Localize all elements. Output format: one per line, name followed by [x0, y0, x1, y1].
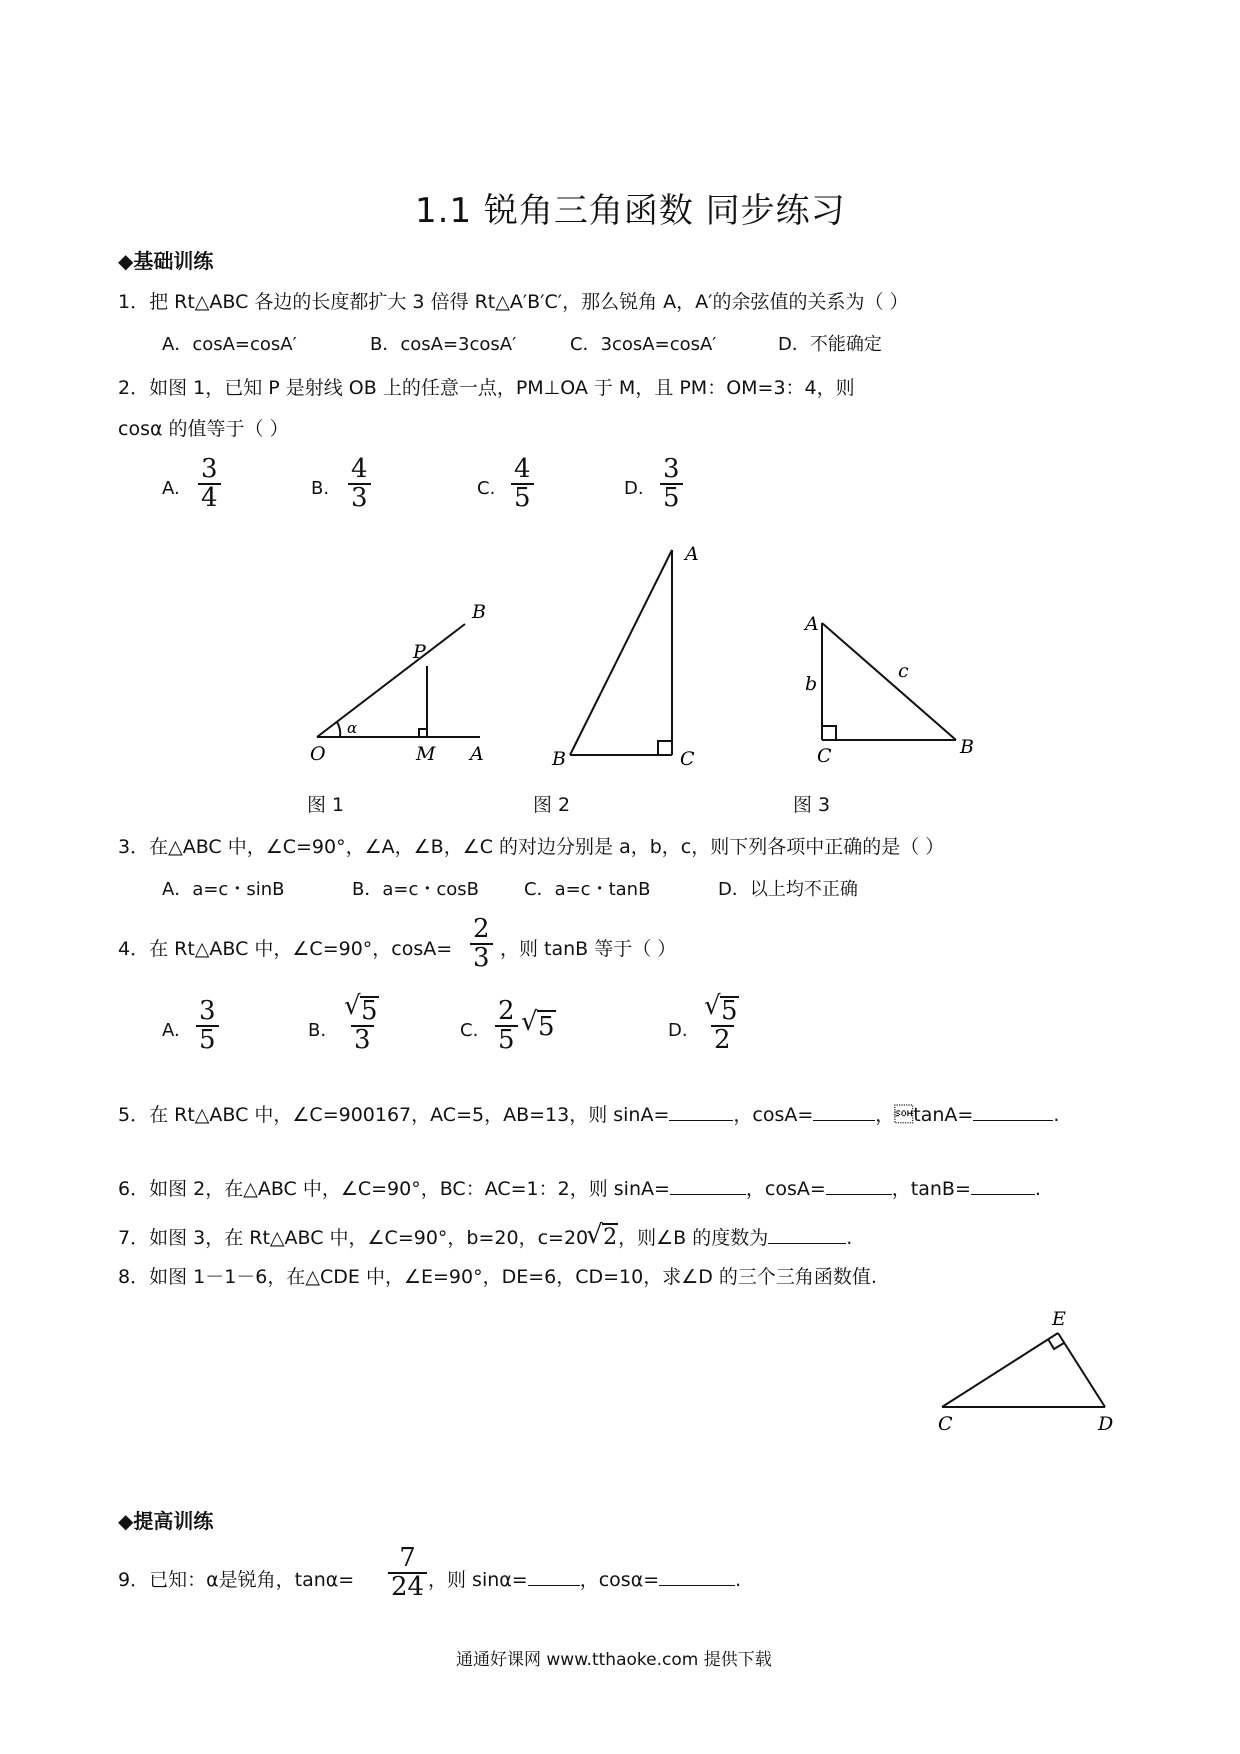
fig1-label-M: M [416, 743, 436, 765]
question-5 [118, 1100, 1059, 1127]
fig1-label-alpha: α [347, 719, 358, 737]
fraction-denominator: 4 [198, 483, 221, 512]
fig3-label-C: C [817, 745, 832, 767]
q6-text-4: . [1034, 1178, 1041, 1200]
q4-cosa-fraction [470, 916, 493, 973]
q4-option-b-fraction [343, 996, 382, 1055]
q5-text-4: . [1053, 1104, 1060, 1126]
q5-text-3: ，tanA= [875, 1104, 974, 1126]
fig3-label-c: c [898, 660, 909, 682]
question-6 [118, 1174, 1041, 1201]
question-1: 1．把 Rt△ABC 各边的长度都扩大 3 倍得 Rt△A′B′C′，那么锐角 A，A′的余弦值的关系为（ ） [118, 291, 909, 313]
q1-option-a: A．cosA=cosA′ [162, 334, 297, 355]
figure-2 [570, 550, 672, 755]
fraction-numerator: 4 [514, 454, 531, 484]
page-title: 1.1 锐角三角函数 同步练习 [415, 191, 846, 231]
fraction-numerator [703, 996, 742, 1025]
fraction-numerator: 7 [399, 1543, 416, 1573]
fig1-label-A: A [470, 743, 484, 765]
sqrt-symbol [588, 1223, 618, 1250]
q4-option-a-fraction [196, 998, 219, 1055]
q4-option-c-sqrt [523, 1010, 556, 1042]
q2-option-a-letter: A. [162, 478, 180, 499]
question-3: 3．在△ABC 中，∠C=90°，∠A，∠B，∠C 的对边分别是 a，b，c，则下列各项中正确的是（ ） [118, 836, 945, 858]
q4-option-d-fraction [703, 996, 742, 1055]
figure-q8 [930, 1305, 1130, 1435]
q6-blank-sin[interactable] [670, 1176, 746, 1195]
q7-blank-angle[interactable] [768, 1225, 846, 1244]
q7-text-end: . [846, 1227, 853, 1249]
question-8: 8．如图 1－1－6，在△CDE 中，∠E=90°，DE=6，CD=10，求∠D 的三个三角函数值. [118, 1266, 877, 1288]
fraction-numerator: 3 [201, 454, 218, 484]
q4-option-c-fraction [495, 998, 518, 1055]
figure-3 [822, 623, 956, 740]
q5-blank-sin[interactable] [669, 1102, 733, 1121]
q9-text-mid: ，则 sinα= [428, 1569, 528, 1591]
fig8-label-C: C [938, 1413, 953, 1435]
q1-option-d: D．不能确定 [778, 334, 882, 355]
q7-text-pre: 7．如图 3，在 Rt△ABC 中，∠C=90°，b=20，c=20 [118, 1227, 589, 1249]
q2-option-c-letter: C. [477, 478, 496, 499]
q2-option-c-fraction [511, 456, 534, 513]
radicand: 2 [603, 1225, 618, 1250]
question-4-pre: 4．在 Rt△ABC 中，∠C=90°，cosA= [118, 938, 453, 960]
q5-text-1: 5．在 Rt△ABC 中，∠C=900167，AC=5，AB=13，则 sinA= [118, 1104, 670, 1126]
section-heading-basic: ◆基础训练 [118, 249, 214, 273]
q9-text-end: . [735, 1569, 742, 1591]
fig3-label-b: b [805, 673, 818, 695]
q4-option-c-letter: C. [460, 1020, 479, 1041]
q1-option-c: C．3cosA=cosA′ [570, 334, 717, 355]
fig2-label-B: B [552, 748, 566, 770]
fig2-label-A: A [685, 543, 699, 565]
fig1-label-B: B [472, 601, 486, 623]
sqrt-symbol [346, 996, 379, 1025]
fraction-numerator: 3 [199, 996, 216, 1026]
q7-text-post: ，则∠B 的度数为 [618, 1227, 769, 1249]
radicand: 5 [361, 996, 378, 1026]
question-2-line1: 2．如图 1，已知 P 是射线 OB 上的任意一点，PM⊥OA 于 M，且 PM：OM=3：4，则 [118, 377, 855, 399]
figure-3-caption: 图 3 [793, 794, 831, 816]
q2-option-d-letter: D. [624, 478, 644, 499]
fig8-label-D: D [1098, 1413, 1114, 1435]
fraction-denominator: 2 [711, 1025, 734, 1054]
q2-option-d-fraction [660, 456, 683, 513]
fraction-denominator: 3 [348, 483, 371, 512]
figure-1-caption: 图 1 [307, 794, 345, 816]
fraction-numerator: 4 [351, 454, 368, 484]
radicand: 5 [721, 996, 738, 1026]
q5-blank-cos[interactable] [813, 1102, 875, 1121]
q6-blank-cos[interactable] [826, 1176, 892, 1195]
fraction-numerator: 2 [498, 996, 515, 1026]
fraction-denominator: 5 [511, 483, 534, 512]
q3-option-a: A．a=c・sinB [162, 879, 285, 900]
fraction-denominator: 3 [470, 943, 493, 972]
fraction-denominator: 24 [388, 1572, 427, 1601]
q2-option-a-fraction [198, 456, 221, 513]
question-2-line2: cosα 的值等于（ ） [118, 418, 289, 440]
fraction-numerator: 3 [663, 454, 680, 484]
q3-option-b: B．a=c・cosB [352, 879, 479, 900]
q4-option-d-letter: D. [668, 1020, 688, 1041]
q6-text-2: ，cosA= [745, 1178, 826, 1200]
figure-1 [317, 624, 480, 737]
figure-2-caption: 图 2 [533, 794, 571, 816]
q1-option-b: B．cosA=3cosA′ [370, 334, 517, 355]
section-heading-advanced: ◆提高训练 [118, 1509, 214, 1533]
sqrt-symbol [523, 1010, 556, 1042]
question-9-post [428, 1565, 741, 1592]
q6-blank-tan[interactable] [971, 1176, 1035, 1195]
footer-credit: 通通好课网 www.tthaoke.com 提供下载 [456, 1650, 772, 1670]
fraction-numerator: 2 [473, 914, 490, 944]
q4-option-a-letter: A. [162, 1020, 180, 1041]
q2-option-b-letter: B. [311, 478, 330, 499]
q2-option-b-fraction [348, 456, 371, 513]
fig8-label-E: E [1052, 1308, 1066, 1330]
fig1-label-P: P [413, 641, 426, 663]
fig1-label-O: O [310, 743, 326, 765]
q9-tan-fraction [388, 1545, 427, 1602]
fig3-label-B: B [960, 736, 974, 758]
q4-option-b-letter: B. [308, 1020, 327, 1041]
fraction-denominator: 5 [196, 1025, 219, 1054]
radicand: 5 [538, 1012, 555, 1042]
fraction-denominator: 5 [495, 1025, 518, 1054]
fig2-label-C: C [680, 748, 695, 770]
q6-text-1: 6．如图 2，在△ABC 中，∠C=90°，BC：AC=1：2，则 sinA= [118, 1178, 670, 1200]
q5-text-2: ，cosA= [733, 1104, 814, 1126]
fraction-denominator: 3 [351, 1025, 374, 1054]
figures-1-2-3 [300, 540, 1000, 780]
q9-text-mid2: ，cosα= [579, 1569, 660, 1591]
q5-blank-tan[interactable] [973, 1102, 1053, 1121]
sqrt-symbol [706, 996, 739, 1025]
q9-blank-sin[interactable] [528, 1567, 580, 1586]
fraction-denominator: 5 [660, 483, 683, 512]
question-9-pre: 9．已知：α是锐角，tanα= [118, 1569, 355, 1591]
fig3-label-A: A [805, 613, 819, 635]
question-4-post: ，则 tanB 等于（ ） [500, 938, 677, 960]
question-7 [118, 1223, 852, 1250]
q3-option-c: C．a=c・tanB [524, 879, 651, 900]
fraction-numerator [343, 996, 382, 1025]
q3-option-d: D．以上均不正确 [718, 879, 858, 900]
q6-text-3: ，tanB= [891, 1178, 971, 1200]
q9-blank-cos[interactable] [659, 1567, 735, 1586]
